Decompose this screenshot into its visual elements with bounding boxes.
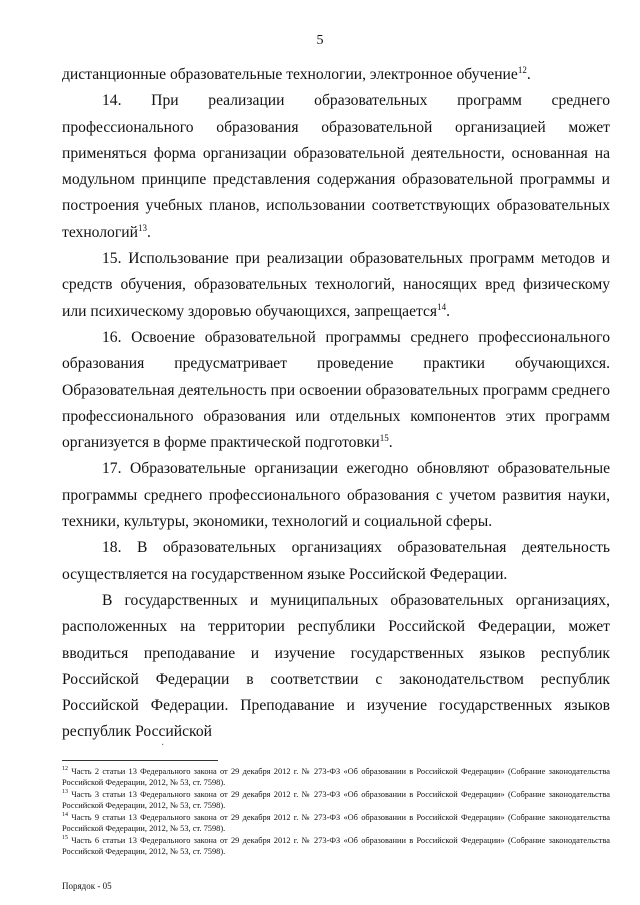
footnote-divider [62, 760, 218, 761]
page-footer: Порядок - 05 [62, 881, 112, 891]
paragraph: 14. При реализации образовательных программ среднего профессионального образования образовательной организацией может применяться форма организации образовательной деятельности, основанная на модульном принципе представления содержания образовательной программы и построения учебных планов, использовании соответствующих образовательных технологий$^{13}$. [62, 92, 610, 241]
paragraph: 17. Образовательные организации ежегодно обновляют образовательные программы среднего профессионального образования с учетом развития науки, техники, культуры, экономики, технологий и социальной сферы. [62, 460, 610, 531]
stray-mark: · [161, 740, 165, 751]
footnote: $^{14}$ Часть 9 статьи 13 Федерального закона от 29 декабря 2012 г. № 273-ФЗ «Об образовании в Российской Федерации» (Собрание законодательства Российской Федерации, 2012, № 53, ст. 7598). [62, 812, 610, 834]
paragraph: дистанционные образовательные технологии, электронное обучение$^{12}$. [62, 64, 531, 83]
footnote-ref[interactable]: 14 [437, 301, 447, 312]
page-number: 5 [316, 33, 324, 48]
footnote-ref[interactable]: 15 [379, 432, 389, 443]
paragraph: 16. Освоение образовательной программы среднего профессионального образования предусматривает проведение практики обучающихся. Образовательная деятельность при освоении образовательных программ среднего профессионального образования или отдельных компонентов этих программ организуется в форме практической подготовки$^{15}$. [62, 328, 610, 452]
footnote: $^{12}$ Часть 2 статьи 13 Федерального закона от 29 декабря 2012 г. № 273-ФЗ «Об образовании в Российской Федерации» (Собрание законодательства Российской Федерации, 2012, № 53, ст. 7598). [62, 766, 610, 788]
footnotes [62, 766, 610, 858]
paragraph: 18. В образовательных организациях образовательная деятельность осуществляется на государственном языке Российской Федерации. [62, 539, 610, 583]
paragraph: В государственных и муниципальных образовательных организациях, расположенных на территории республики Российской Федерации, может вводиться преподавание и изучение государственных языков республик Российской Федерации в соответствии с законодательством республик Российской Федерации. Преподавание и изучение государственных языков республик Российской [62, 591, 610, 741]
footnote-ref[interactable]: 12 [517, 64, 527, 75]
paragraph: 15. Использование при реализации образовательных программ методов и средств обучения, образовательных технологий, наносящих вред физическому или психическому здоровью обучающихся, запрещается$^{14}$. [62, 250, 610, 320]
footnote: $^{13}$ Часть 3 статьи 13 Федерального закона от 29 декабря 2012 г. № 273-ФЗ «Об образовании в Российской Федерации» (Собрание законодательства Российской Федерации, 2012, № 53, ст. 7598). [62, 789, 610, 811]
body-text [62, 62, 610, 746]
footnote: $^{15}$ Часть 6 статьи 13 Федерального закона от 29 декабря 2012 г. № 273-ФЗ «Об образовании в Российской Федерации» (Собрание законодательства Российской Федерации, 2012, № 53, ст. 7598). [62, 834, 610, 856]
footnote-ref[interactable]: 13 [137, 222, 147, 233]
